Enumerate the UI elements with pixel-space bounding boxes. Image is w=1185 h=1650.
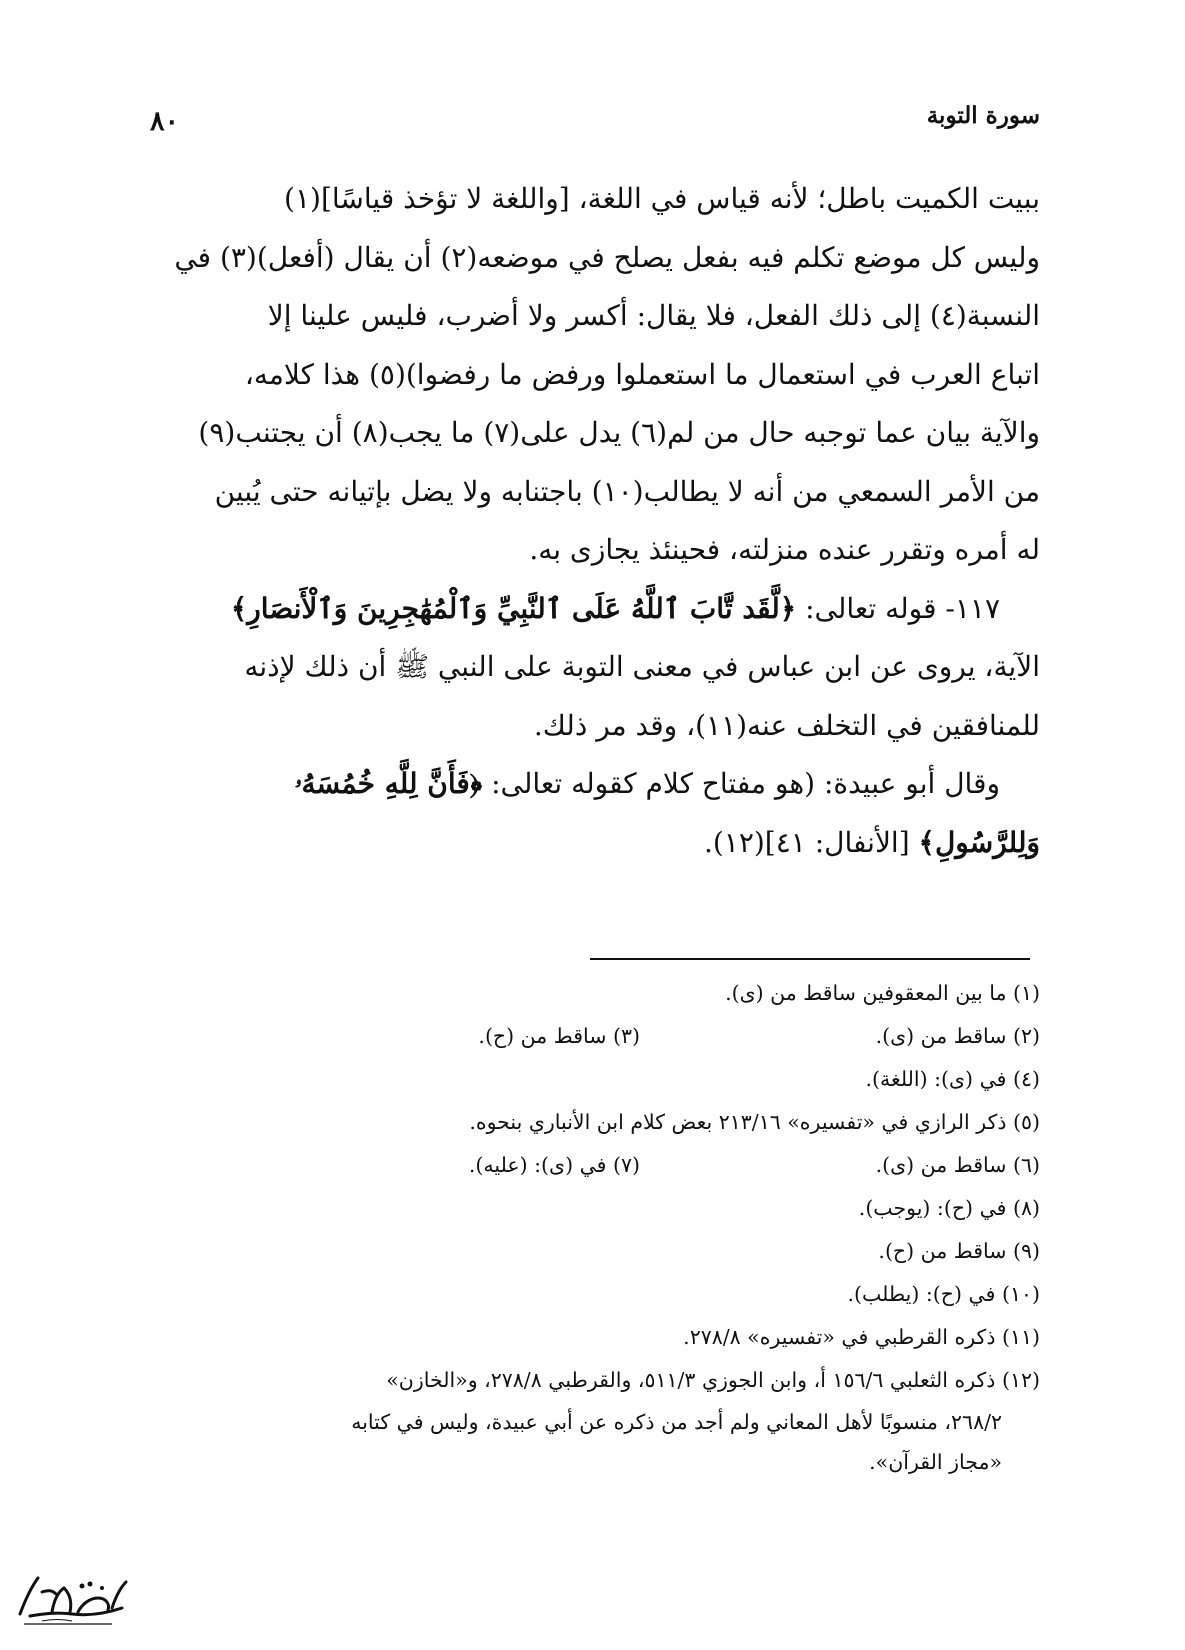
verse-number-intro: ١١٧- قوله تعالى: <box>796 591 1000 625</box>
footnote-1: (١) ما بين المعقوفين ساقط من (ى). <box>725 981 1040 1005</box>
quran-quote: ﴿لَّقَد تَّابَ ٱللَّهُ عَلَى ٱلنَّبِيِّ وَٱلْمُهَٰجِرِينَ وَٱلْأَنصَارِ﴾ <box>230 591 797 625</box>
text-line: اتباع العرب في استعمال ما استعملوا ورفض ما رفضوا)(٥) هذا كلامه، <box>244 357 1040 391</box>
text-line: للمنافقين في التخلف عنه(١١)، وقد مر ذلك. <box>533 708 1040 742</box>
footnote <box>150 1230 1040 1273</box>
quote-reference: [الأنفال: ٤١](١٢). <box>703 825 919 859</box>
main-text <box>150 170 1040 872</box>
text-line: الآية، يروى عن ابن عباس في معنى التوبة على النبي ﷺ أن ذلك لإذنه <box>244 650 1040 683</box>
footnote-12-continued: ٢٦٨/٢، منسوبًا لأهل المعاني ولم أجد من ذكره عن أبي عبيدة، وليس في كتابه <box>351 1410 1002 1434</box>
text-line: له أمره وتقرر عنده منزلته، فحينئذ يجازى به. <box>529 533 1040 566</box>
footnote-2: (٢) ساقط من (ى). <box>875 1024 1040 1048</box>
text-line: النسبة(٤) إلى ذلك الفعل، فلا يقال: أكسر ولا أضرب، فليس علينا إلا <box>267 299 1040 332</box>
text-line: وليس كل موضع تكلم فيه بفعل يصلح في موضعه(٢) أن يقال (أفعل)(٣) في <box>174 240 1040 274</box>
footnote-12-continued: «مجاز القرآن». <box>869 1450 1002 1474</box>
footnote-divider <box>590 958 1030 960</box>
footnote-5: (٥) ذكر الرازي في «تفسيره» ٢١٣/١٦ بعض كلام ابن الأنباري بنحوه. <box>469 1110 1040 1134</box>
footnote <box>150 972 1040 1015</box>
quran-quote: ﴿فَأَنَّ لِلَّهِ خُمُسَهُۥ <box>294 767 483 800</box>
footnote-12: (١٢) ذكره الثعلبي ١٥٦/٦ أ، وابن الجوزي ٥١١/٣، والقرطبي ٢٧٨/٨، و«الخازن» <box>386 1368 1040 1392</box>
surah-title: سورة التوبة <box>926 102 1040 129</box>
text-line <box>150 814 1040 873</box>
library-seal-icon <box>12 1568 134 1630</box>
running-header <box>150 96 1040 146</box>
footnote-8: (٨) في (ح): (يوجب). <box>858 1196 1040 1220</box>
footnote <box>150 1187 1040 1230</box>
footnote-3: (٣) ساقط من (ح). <box>478 1024 640 1048</box>
footnote-9: (٩) ساقط من (ح). <box>878 1239 1040 1263</box>
footnotes <box>150 972 1040 1482</box>
footnote <box>150 1273 1040 1316</box>
footnote <box>150 1101 1040 1144</box>
footnote-pair <box>150 1015 1040 1058</box>
verse-117-paragraph <box>150 580 1040 639</box>
text-line: ببيت الكميت باطل؛ لأنه قياس في اللغة، [واللغة لا تؤخذ قياسًا](١) <box>284 182 1040 215</box>
footnote-6: (٦) ساقط من (ى). <box>875 1153 1040 1177</box>
text-line: والآية بيان عما توجبه حال من لم(٦) يدل على(٧) ما يجب(٨) أن يجتنب(٩) <box>198 416 1040 449</box>
footnote <box>150 1316 1040 1359</box>
footnote-11: (١١) ذكره القرطبي في «تفسيره» ٢٧٨/٨. <box>683 1325 1040 1349</box>
quote-intro: وقال أبو عبيدة: (هو مفتاح كلام كقوله تعالى: <box>482 767 1000 800</box>
footnote-pair <box>150 1144 1040 1187</box>
footnote-4: (٤) في (ى): (اللغة). <box>865 1067 1040 1091</box>
footnote <box>150 1359 1040 1402</box>
footnote-7: (٧) في (ى): (عليه). <box>468 1153 640 1177</box>
footnote-10: (١٠) في (ح): (يطلب). <box>847 1282 1040 1306</box>
page-number: ٨٠ <box>150 106 180 137</box>
quran-quote: وَلِلرَّسُولِ﴾ <box>918 825 1040 859</box>
text-line: من الأمر السمعي من أنه لا يطالب(١٠) باجتنابه ولا يضل بإتيانه حتى يُبين <box>214 474 1040 508</box>
abu-ubayda-paragraph <box>150 755 1040 814</box>
footnote <box>150 1058 1040 1101</box>
